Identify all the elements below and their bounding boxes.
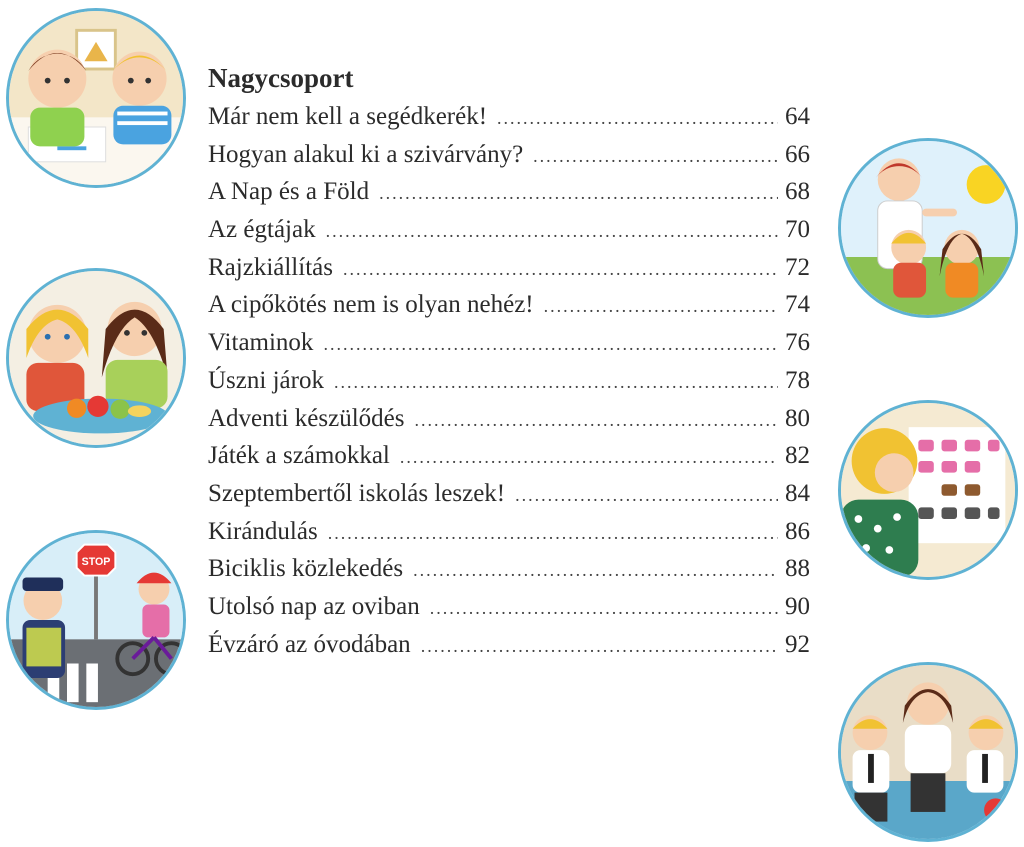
toc-item-label: Úszni járok <box>208 366 324 394</box>
toc-dot-leader <box>400 439 778 477</box>
toc-dot-leader <box>533 138 778 176</box>
toc-item-page-number: 86 <box>785 517 810 545</box>
toc-item <box>208 513 810 551</box>
toc-item-label: Szeptembertől iskolás leszek! <box>208 479 506 507</box>
toc-dot-leader <box>430 590 778 628</box>
toc-dot-leader <box>414 402 778 440</box>
toc-title: Nagycsoport <box>208 63 354 93</box>
toc-dot-leader <box>323 326 778 364</box>
child-counting-cards-illustration <box>838 400 1018 580</box>
toc-item <box>208 173 810 211</box>
toc-item <box>208 588 810 626</box>
toc-item-label: Biciklis közlekedés <box>208 555 404 583</box>
toc-item-label: Játék a számokkal <box>208 442 390 470</box>
toc-list <box>208 98 810 663</box>
toc-item-page-number: 76 <box>785 329 810 357</box>
toc-item-label: Már nem kell a segédkerék! <box>208 103 488 130</box>
toc-item-page-number: 82 <box>785 442 810 470</box>
toc-item-page-number: 66 <box>785 140 810 168</box>
toc-item-label: A Nap és a Föld <box>208 178 370 206</box>
toc-dot-leader <box>544 288 778 326</box>
table-of-contents <box>208 62 810 663</box>
toc-dot-leader <box>421 628 778 666</box>
toc-item <box>208 550 810 588</box>
toc-dot-leader <box>515 477 778 515</box>
toc-dot-leader <box>326 213 778 251</box>
toc-item-label: Kirándulás <box>208 517 318 545</box>
children-drawing-illustration <box>6 8 186 188</box>
traffic-police-cyclist-illustration <box>6 530 186 710</box>
toc-dot-leader <box>328 515 778 553</box>
toc-dot-leader <box>497 100 778 138</box>
toc-item-label: A cipőkötés nem is olyan nehéz! <box>208 291 534 319</box>
toc-dot-leader <box>334 364 778 402</box>
toc-item <box>208 136 810 174</box>
toc-dot-leader <box>343 251 778 289</box>
children-eating-fruit-illustration <box>6 268 186 448</box>
toc-item-page-number: 88 <box>785 555 810 583</box>
toc-dot-leader <box>379 175 778 213</box>
toc-item-page-number: 74 <box>785 291 810 319</box>
toc-item-page-number: 64 <box>785 103 810 130</box>
toc-item-page-number: 78 <box>785 366 810 394</box>
toc-item-label: Rajzkiállítás <box>208 253 333 281</box>
toc-item <box>208 362 810 400</box>
toc-item-label: Adventi készülődés <box>208 404 405 432</box>
toc-item-page-number: 90 <box>785 592 810 620</box>
toc-item <box>208 475 810 513</box>
toc-item-page-number: 80 <box>785 404 810 432</box>
teacher-children-sun-illustration <box>838 138 1018 318</box>
toc-item-page-number: 72 <box>785 253 810 281</box>
toc-item-page-number: 68 <box>785 178 810 206</box>
toc-item-page-number: 92 <box>785 630 810 658</box>
toc-item-label: Vitaminok <box>208 329 314 357</box>
toc-item-label: Hogyan alakul ki a szivárvány? <box>208 140 524 168</box>
toc-item <box>208 98 810 136</box>
toc-item <box>208 400 810 438</box>
toc-item <box>208 324 810 362</box>
toc-item-label: Utolsó nap az oviban <box>208 592 420 620</box>
toc-item <box>208 437 810 475</box>
toc-item <box>208 211 810 249</box>
toc-dot-leader <box>413 552 778 590</box>
toc-item-label: Évzáró az óvodában <box>208 630 411 658</box>
toc-item <box>208 626 810 664</box>
toc-item <box>208 286 810 324</box>
graduation-ceremony-illustration <box>838 662 1018 842</box>
toc-item <box>208 249 810 287</box>
toc-item-page-number: 84 <box>785 479 810 507</box>
stop-sign-text: STOP <box>81 555 111 568</box>
toc-item-label: Az égtájak <box>208 216 316 244</box>
toc-item-page-number: 70 <box>785 216 810 244</box>
